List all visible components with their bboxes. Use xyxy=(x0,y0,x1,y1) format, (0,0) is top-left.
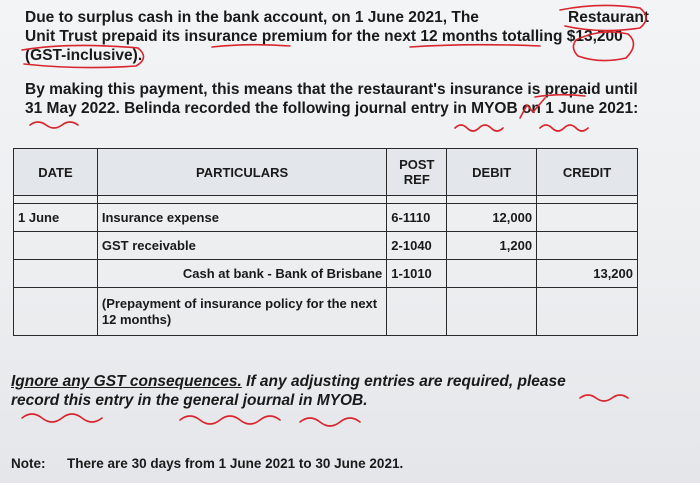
instruction-line-2: record this entry in the general journal in MYOB. xyxy=(11,392,368,409)
cell-particulars: Insurance expense xyxy=(97,204,386,232)
intro-line-2: Unit Trust prepaid its insurance premium for the next 12 months totalling $13,200 xyxy=(25,28,623,45)
squiggle-2 xyxy=(455,125,503,131)
col-post-ref xyxy=(387,149,447,196)
instruction-underlined: Ignore any GST consequences. xyxy=(11,373,242,390)
col-date: DATE xyxy=(14,149,98,196)
spacer-row xyxy=(14,196,638,204)
cell-credit xyxy=(537,288,638,336)
intro-line-1a: Due to surplus cash in the bank account, on 1 June 2021, The xyxy=(25,9,479,26)
squiggle-1 xyxy=(30,122,78,128)
cell-particulars: GST receivable xyxy=(97,232,386,260)
cell-date xyxy=(14,232,98,260)
squiggle-4 xyxy=(580,395,628,401)
cell-credit xyxy=(537,204,638,232)
table-row xyxy=(14,232,638,260)
cell-debit xyxy=(447,260,537,288)
cell-credit xyxy=(537,232,638,260)
table-row xyxy=(14,204,638,232)
cell-ref xyxy=(387,288,447,336)
cell-date: 1 June xyxy=(14,204,98,232)
cell-ref: 1-1010 xyxy=(387,260,447,288)
cell-debit: 1,200 xyxy=(447,232,537,260)
post-ref-line-1: POST xyxy=(399,157,435,172)
instruction-rest: If any adjusting entries are required, please xyxy=(246,373,566,390)
intro-line-1b: Restaurant xyxy=(568,9,649,26)
table-row xyxy=(14,288,638,336)
squiggle-3 xyxy=(540,125,588,131)
cell-particulars: (Prepayment of insurance policy for the next 12 months) xyxy=(97,288,386,336)
instruction-line-1 xyxy=(11,372,566,391)
cell-debit: 12,000 xyxy=(447,204,537,232)
note-text: There are 30 days from 1 June 2021 to 30 June 2021. xyxy=(67,456,404,471)
post-ref-line-2: REF xyxy=(403,172,430,187)
col-particulars: PARTICULARS xyxy=(97,149,386,196)
squiggle-7 xyxy=(300,418,360,426)
table-header-row xyxy=(14,149,638,196)
squiggle-5 xyxy=(22,414,102,422)
note-line xyxy=(11,454,403,473)
para2-line-2: 31 May 2022. Belinda recorded the following journal entry in MYOB on 1 June 2021: xyxy=(25,100,639,117)
col-credit: CREDIT xyxy=(537,149,638,196)
cell-ref: 6-1110 xyxy=(387,204,447,232)
squiggle-6 xyxy=(180,416,280,424)
journal-entry-table xyxy=(13,148,638,336)
cell-date xyxy=(14,260,98,288)
cell-ref: 2-1040 xyxy=(387,232,447,260)
cell-debit xyxy=(447,288,537,336)
col-debit: DEBIT xyxy=(447,149,537,196)
cell-particulars: Cash at bank - Bank of Brisbane xyxy=(97,260,386,288)
cell-date xyxy=(14,288,98,336)
cell-credit: 13,200 xyxy=(537,260,638,288)
intro-line-3: (GST-inclusive). xyxy=(25,47,143,64)
para2-line-1: By making this payment, this means that the restaurant's insurance is prepaid until xyxy=(25,81,638,98)
note-label: Note: xyxy=(11,456,46,471)
table-row xyxy=(14,260,638,288)
